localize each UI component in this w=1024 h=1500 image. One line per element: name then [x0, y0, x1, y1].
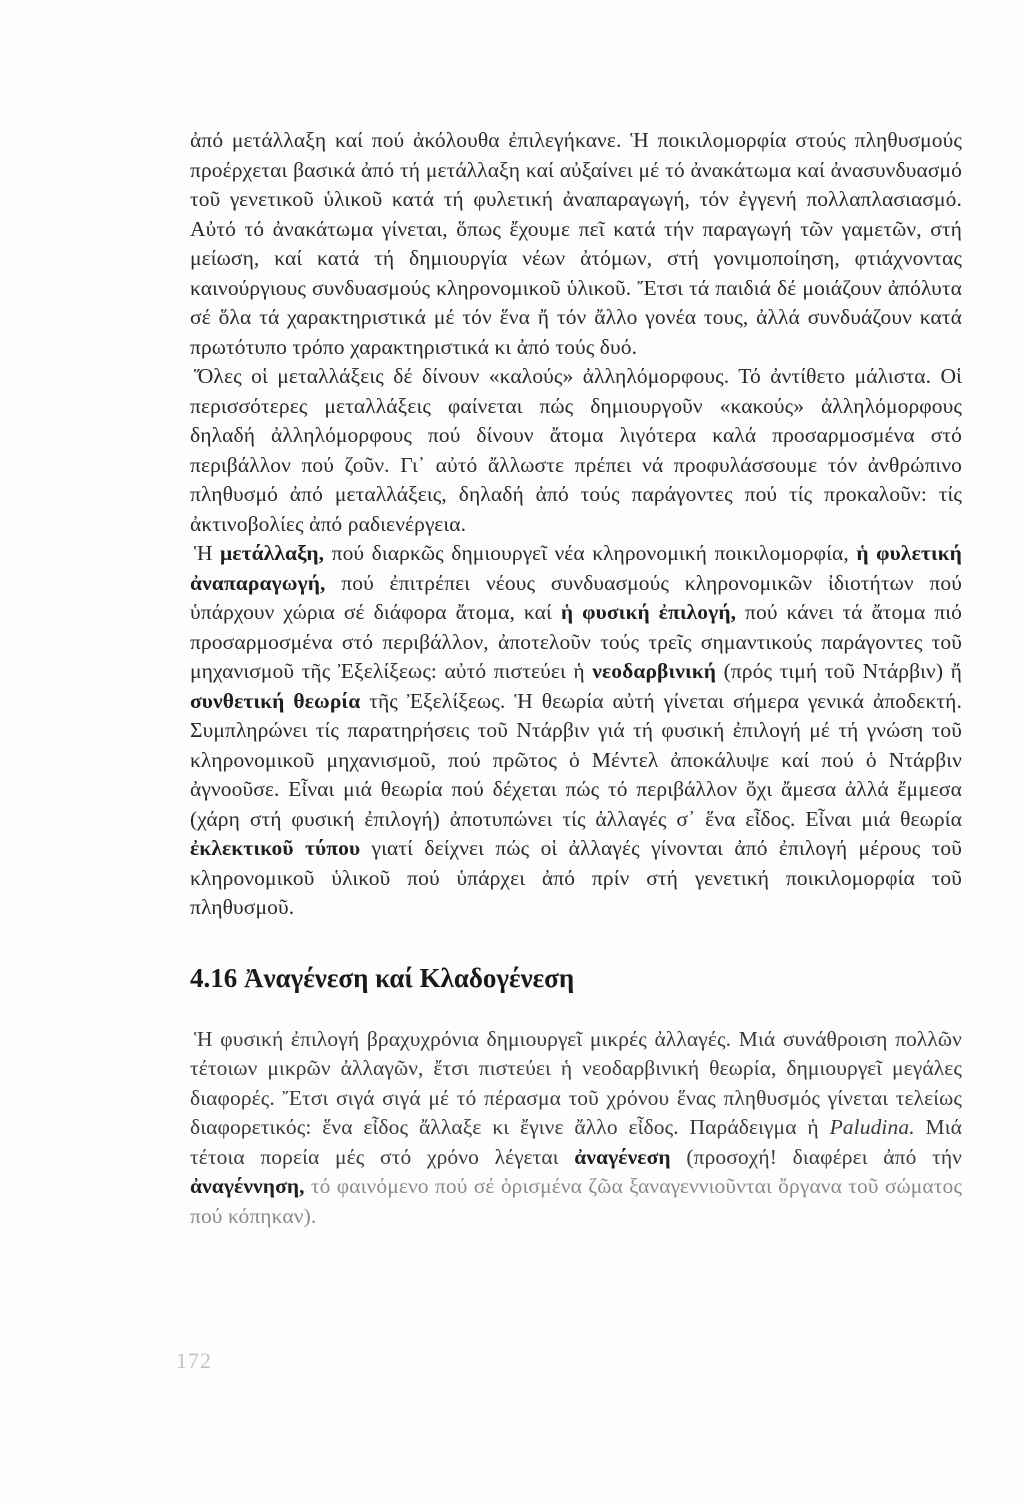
bold-term: ἐκλεκτικοῦ τύπου: [190, 836, 361, 860]
bold-term: ἀναγέννηση,: [190, 1174, 305, 1198]
bold-term: ἀναγένεση: [574, 1144, 671, 1169]
paragraph-1: [190, 126, 962, 362]
section-heading: 4.16 Ἀναγένεση καί Κλαδογένεση: [190, 962, 575, 993]
text-run: Ἡ φυσική ἐπιλογή βραχυχρόνια δημιουργεῖ μικρές ἀλλαγές. Μιά συνάθροιση πολλῶν τέτοιων μικρῶν ἀλλαγῶν, ἔτσι πιστεύει ἡ νεοδαρβινική θεωρία, δημιουργεῖ μεγάλες διαφορές. Ἔτσι σιγά σιγά μέ τό πέρασμα τοῦ χρόνου ἕνας πληθυσμός γίνεται τελείως διαφορετικός: ἕνα εἶδος ἄλλαξε κι ἔγινε ἄλλο εἶδος. Παράδειγμα ἡ: [190, 1026, 962, 1139]
text-run: (προσοχή! διαφέρει ἀπό τήν: [670, 1144, 962, 1169]
paragraph-2: [190, 362, 962, 539]
text-block: [190, 126, 962, 1231]
page-number: 172: [176, 1348, 212, 1373]
text-run: Ἡ: [194, 541, 221, 565]
bold-term: μετάλλαξη,: [220, 541, 325, 565]
bold-term: νεοδαρβινική: [592, 659, 717, 683]
text-run: ἀπό μετάλλαξη καί πού ἀκόλουθα ἐπιλεγήκανε. Ἡ ποικιλομορφία στούς πληθυσμούς προέρχεται βασικά ἀπό τή μετάλλαξη καί αὐξαίνει μέ τό ἀνακάτωμα καί ἀνασυνδυασμό τοῦ γενετικοῦ ὑλικοῦ κατά τή φυλετική ἀναπαραγωγή, τόν ἐγγενή πολλαπλασιασμό. Αὐτό τό ἀνακάτωμα γίνεται, ὅπως ἔχουμε πεῖ κατά τήν παραγωγή τῶν γαμετῶν, στή μείωση, καί κατά τή δημιουργία νέων ἀτόμων, στή γονιμοποίηση, φτιάχνοντας καινούργιους συνδυασμούς κληρονομικοῦ ὑλικοῦ. Ἔτσι τά παιδιά δέ μοιάζουν ἀπόλυτα σέ ὅλα τά χαρακτηριστικά μέ τόν ἕνα ἤ τόν ἄλλο γονέα τους, ἀλλά συνδυάζουν κατά πρωτότυπο τρόπο χαρακτηριστικά κι ἀπό τούς δυό.: [190, 128, 962, 359]
text-run: πού κάνει τά ἄτομα πιό προσαρμοσμένα στό περιβάλλον, ἀποτελοῦν τούς τρεῖς σημαντικούς παράγοντες τοῦ μηχανισμοῦ τῆς Ἐξελίξεως: αὐτό πιστεύει ἡ: [190, 600, 963, 683]
section-paragraph: [190, 1025, 962, 1232]
section-body: [190, 1025, 962, 1232]
italic-term: Paludina.: [829, 1115, 915, 1139]
text-run: (πρός τιμή τοῦ Ντάρβιν) ἤ: [716, 659, 962, 683]
paragraph-3: [190, 539, 962, 923]
text-run: Μιά τέτοια πορεία μές στό χρόνο λέγεται: [190, 1115, 962, 1169]
bold-term: ἡ φυσική ἐπιλογή,: [560, 600, 737, 624]
text-run: πού διαρκῶς δημιουργεῖ νέα κληρονομική ποικιλομορφία,: [324, 541, 857, 565]
bold-term: ἡ φυλετική ἀναπαραγωγή,: [190, 541, 962, 595]
text-run: τῆς Ἐξελίξεως. Ἡ θεωρία αὐτή γίνεται σήμερα γενικά ἀποδεκτή. Συμπληρώνει τίς παρατηρήσεις τοῦ Ντάρβιν γιά τή φυσική ἐπιλογή μέ τή γνώση τοῦ κληρονομικοῦ μηχανισμοῦ, πού πρῶτος ὁ Μέντελ ἀποκάλυψε καί πού ὁ Ντάρβιν ἀγνοοῦσε. Εἶναι μιά θεωρία πού δέχεται πώς τό περιβάλλον ὄχι ἄμεσα ἀλλά ἔμμεσα (χάρη στή φυσική ἐπιλογή) ἀποτυπώνει τίς ἀλλαγές σ᾽ ἕνα εἶδος. Εἶναι μιά θεωρία: [190, 688, 962, 831]
text-run: τό φαινόμενο πού σέ ὁρισμένα ζῶα ξαναγεννιοῦνται ὄργανα τοῦ σώματος πού κόπηκαν).: [190, 1174, 962, 1228]
text-run: Ὅλες οἱ μεταλλάξεις δέ δίνουν «καλούς» ἀλληλόμορφους. Τό ἀντίθετο μάλιστα. Οἱ περισσότερες μεταλλάξεις φαίνεται πώς δημιουργοῦν «κακούς» ἀλληλόμορφους δηλαδή ἀλληλόμορφους πού δίνουν ἄτομα λιγότερα καλά προσαρμοσμένα στό περιβάλλον πού ζοῦν. Γι᾽ αὐτό ἄλλωστε πρέπει νά προφυλάσσουμε τόν ἀνθρώπινο πληθυσμό ἀπό μεταλλάξεις, δηλαδή ἀπό τούς παράγοντες πού τίς προκαλοῦν: τίς ἀκτινοβολίες ἀπό ραδιενέργεια.: [190, 364, 962, 536]
bold-term: συνθετική θεωρία: [190, 688, 361, 713]
text-run: πού ἐπιτρέπει νέους συνδυασμούς κληρονομικῶν ἰδιοτήτων πού ὑπάρχουν χώρια σέ διάφορα ἄτομα, καί: [190, 570, 962, 624]
text-run: γιατί δείχνει πώς οἱ ἀλλαγές γίνονται ἀπό ἐπιλογή μέρους τοῦ κληρονομικοῦ ὑλικοῦ πού ὑπάρχει ἀπό πρίν στή γενετική ποικιλομορφία τοῦ πληθυσμοῦ.: [190, 836, 962, 919]
